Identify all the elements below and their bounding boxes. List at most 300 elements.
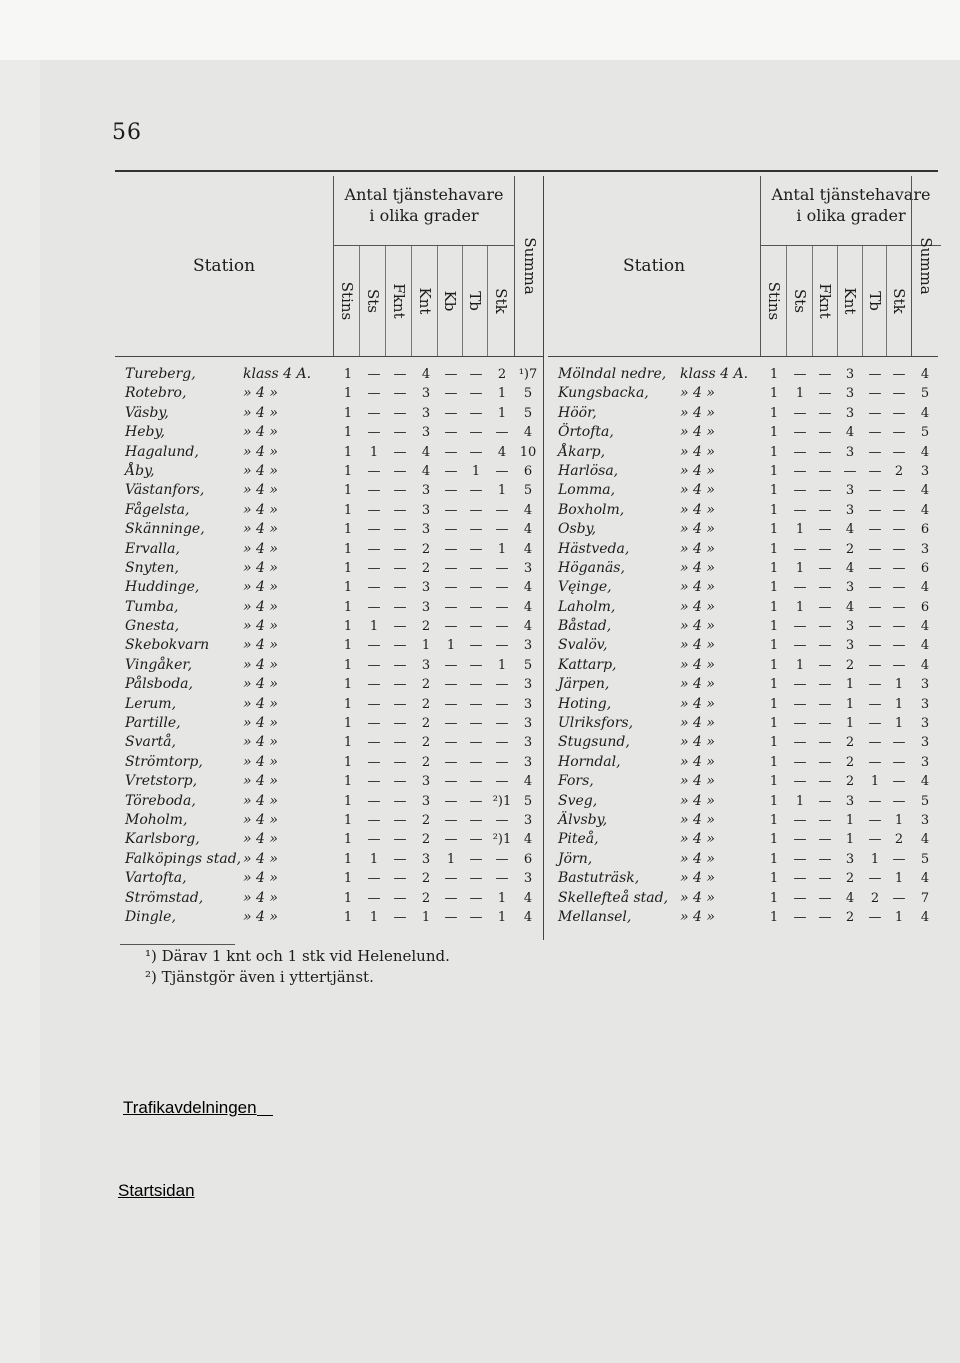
grade-count-sts: — <box>367 774 381 790</box>
grade-count-tb: — <box>868 871 882 887</box>
grade-count-stins: 1 <box>769 405 779 421</box>
grade-count-knt: 1 <box>421 909 431 925</box>
grade-count-sts: — <box>367 657 381 673</box>
grade-count-tb: 1 <box>471 463 481 479</box>
grade-count-stins: 1 <box>343 541 353 557</box>
row-sum: 4 <box>523 832 533 848</box>
station-name: Ulriksfors, <box>558 715 634 732</box>
station-name: Tumba, <box>125 598 179 615</box>
table-row <box>115 714 543 733</box>
station-name: Dingle, <box>125 908 176 925</box>
grade-count-fknt: — <box>393 657 407 673</box>
table-row <box>548 578 938 597</box>
row-sum: 4 <box>920 502 930 518</box>
station-name: Harlösa, <box>558 462 619 479</box>
grade-count-knt: 2 <box>421 871 431 887</box>
station-name: Boxholm, <box>558 501 625 518</box>
grade-count-stins: 1 <box>343 444 353 460</box>
row-sum: 4 <box>920 638 930 654</box>
grade-count-fknt: — <box>393 696 407 712</box>
row-sum: 4 <box>523 522 533 538</box>
grade-count-tb: — <box>868 425 882 441</box>
grade-count-stins: 1 <box>343 696 353 712</box>
station-name: Skänninge, <box>125 521 205 538</box>
row-sum: 4 <box>920 871 930 887</box>
grade-count-sts: — <box>367 871 381 887</box>
table-row <box>548 753 938 772</box>
grade-count-tb: — <box>469 405 483 421</box>
grade-count-kb: — <box>444 541 458 557</box>
grade-count-sts: — <box>367 735 381 751</box>
grade-count-stins: 1 <box>769 754 779 770</box>
row-sum: 4 <box>920 444 930 460</box>
grade-count-kb: — <box>444 502 458 518</box>
grade-count-stk: — <box>892 754 906 770</box>
grade-count-fknt: — <box>393 754 407 770</box>
grade-count-stins: 1 <box>769 502 779 518</box>
table-row <box>548 772 938 791</box>
grade-count-sts: — <box>367 502 381 518</box>
grade-count-tb: — <box>868 386 882 402</box>
grade-count-sts: — <box>793 677 807 693</box>
row-sum: 5 <box>920 851 930 867</box>
row-sum: 6 <box>920 522 930 538</box>
station-class: » 4 » <box>680 618 715 635</box>
grade-count-sts: — <box>367 483 381 499</box>
table-row <box>115 443 543 462</box>
grade-count-stk: 2 <box>894 463 904 479</box>
station-class: » 4 » <box>243 540 278 557</box>
grade-count-tb: — <box>469 716 483 732</box>
grade-count-knt: 2 <box>421 677 431 693</box>
grade-count-sts: — <box>793 890 807 906</box>
grade-count-knt: 1 <box>845 812 855 828</box>
grade-count-kb: — <box>444 444 458 460</box>
sum-column-header: Summa <box>911 176 939 356</box>
grade-count-knt: 2 <box>845 657 855 673</box>
grade-count-sts: — <box>367 638 381 654</box>
grade-count-tb: — <box>469 483 483 499</box>
table-row <box>548 540 938 559</box>
grade-count-knt: 3 <box>845 793 855 809</box>
row-sum: 3 <box>920 812 930 828</box>
table-row <box>115 811 543 830</box>
header-rule <box>548 356 938 357</box>
grade-count-fknt: — <box>818 560 832 576</box>
grade-count-knt: 4 <box>421 444 431 460</box>
grade-count-fknt: — <box>818 677 832 693</box>
table-row <box>548 365 938 384</box>
station-class: » 4 » <box>243 734 278 751</box>
grade-count-knt: 2 <box>421 735 431 751</box>
station-name: Fors, <box>558 773 594 790</box>
table-row <box>115 753 543 772</box>
grade-count-stins: 1 <box>343 754 353 770</box>
grade-count-knt: 2 <box>845 735 855 751</box>
grade-count-stins: 1 <box>343 735 353 751</box>
grade-count-fknt: — <box>818 754 832 770</box>
grade-count-stins: 1 <box>769 386 779 402</box>
table-row <box>548 850 938 869</box>
grade-count-sts: 1 <box>795 793 805 809</box>
grade-count-fknt: — <box>818 502 832 518</box>
grade-count-stk: ²)1 <box>492 793 512 809</box>
station-class: » 4 » <box>680 715 715 732</box>
grade-count-fknt: — <box>393 386 407 402</box>
grade-count-knt: 3 <box>421 580 431 596</box>
grade-count-fknt: — <box>818 696 832 712</box>
grade-count-tb: — <box>469 502 483 518</box>
grade-count-knt: 3 <box>845 580 855 596</box>
grade-count-sts: — <box>367 405 381 421</box>
table-row <box>115 520 543 539</box>
grade-count-stins: 1 <box>769 696 779 712</box>
grade-count-stk: — <box>892 541 906 557</box>
grade-count-stk: 1 <box>497 483 507 499</box>
station-class: » 4 » <box>243 656 278 673</box>
grade-count-sts: 1 <box>795 522 805 538</box>
station-name: Mellansel, <box>558 908 632 925</box>
station-class: klass 4 A. <box>680 366 749 382</box>
grade-count-fknt: — <box>393 735 407 751</box>
grade-count-stk: — <box>495 619 509 635</box>
table-row <box>548 675 938 694</box>
station-class: » 4 » <box>243 424 278 441</box>
row-sum: 3 <box>523 677 533 693</box>
grade-count-knt: 2 <box>845 774 855 790</box>
grade-count-fknt: — <box>818 367 832 382</box>
grade-count-kb: — <box>444 832 458 848</box>
grade-count-knt: 2 <box>845 871 855 887</box>
table-row <box>548 559 938 578</box>
grade-count-stins: 1 <box>769 444 779 460</box>
grade-count-fknt: — <box>818 444 832 460</box>
grade-count-stk: 1 <box>894 812 904 828</box>
grade-count-sts: — <box>793 754 807 770</box>
grade-count-kb: — <box>444 677 458 693</box>
row-sum: 3 <box>920 735 930 751</box>
grades-group-header: Antal tjänstehavare i olika grader <box>761 176 941 246</box>
table-row <box>115 733 543 752</box>
station-name: Skellefteå stad, <box>558 889 669 906</box>
station-name: Väsby, <box>125 404 169 421</box>
grade-count-stk: — <box>495 716 509 732</box>
footnote-1: ¹) Därav 1 knt och 1 stk vid Helenelund. <box>145 947 450 965</box>
table-row <box>115 695 543 714</box>
grade-count-stk: — <box>495 463 509 479</box>
station-name: Strömstad, <box>125 889 204 906</box>
grade-count-kb: — <box>444 774 458 790</box>
grade-count-stk: — <box>495 425 509 441</box>
grade-count-fknt: — <box>393 812 407 828</box>
grade-count-stins: 1 <box>769 463 779 479</box>
grade-count-sts: — <box>793 735 807 751</box>
grade-count-tb: — <box>868 560 882 576</box>
station-name: Åby, <box>125 462 155 479</box>
table-row <box>115 617 543 636</box>
grade-count-stins: 1 <box>769 580 779 596</box>
grade-count-stk: — <box>495 812 509 828</box>
station-class: » 4 » <box>680 656 715 673</box>
grade-count-fknt: — <box>818 871 832 887</box>
station-class: » 4 » <box>243 462 278 479</box>
startsidan-link[interactable]: Startsidan <box>118 1181 195 1200</box>
grade-count-tb: — <box>469 367 483 382</box>
row-sum: 3 <box>523 812 533 828</box>
grade-count-knt: 3 <box>421 483 431 499</box>
grade-count-sts: — <box>367 812 381 828</box>
grade-count-sts: — <box>793 502 807 518</box>
station-table-right <box>548 176 938 940</box>
grade-count-knt: 2 <box>421 560 431 576</box>
grade-count-kb: — <box>444 754 458 770</box>
grade-count-sts: — <box>793 871 807 887</box>
station-class: » 4 » <box>680 831 715 848</box>
grade-count-tb: — <box>469 677 483 693</box>
grade-count-stins: 1 <box>343 619 353 635</box>
grade-count-stk: — <box>892 774 906 790</box>
grade-count-stk: — <box>892 890 906 906</box>
station-name: Rotebro, <box>125 385 187 402</box>
station-class: » 4 » <box>680 811 715 828</box>
station-name: Heby, <box>125 424 165 441</box>
table-row <box>115 675 543 694</box>
grade-count-fknt: — <box>818 890 832 906</box>
grade-count-tb: — <box>868 405 882 421</box>
station-class: » 4 » <box>680 462 715 479</box>
grade-count-kb: — <box>444 405 458 421</box>
station-name: Svartå, <box>125 734 176 751</box>
station-class: » 4 » <box>243 773 278 790</box>
station-name: Västanfors, <box>125 482 205 499</box>
grade-count-fknt: — <box>393 716 407 732</box>
station-name: Jörn, <box>558 850 593 867</box>
grade-count-fknt: — <box>393 580 407 596</box>
grade-count-stk: — <box>495 696 509 712</box>
grade-count-stins: 1 <box>769 657 779 673</box>
row-sum: 5 <box>523 657 533 673</box>
row-sum: 3 <box>523 735 533 751</box>
grade-count-fknt: — <box>393 425 407 441</box>
sum-column-header: Summa <box>514 176 544 356</box>
grade-count-tb: — <box>868 599 882 615</box>
grade-count-fknt: — <box>818 793 832 809</box>
grade-count-sts: — <box>793 696 807 712</box>
grade-count-stins: 1 <box>769 425 779 441</box>
station-name: Ervalla, <box>125 540 180 557</box>
grade-count-fknt: — <box>818 909 832 925</box>
grade-count-fknt: — <box>393 560 407 576</box>
station-class: » 4 » <box>243 695 278 712</box>
trafikavdelningen-link[interactable]: Trafikavdelningen <box>123 1098 273 1118</box>
row-sum: 4 <box>523 425 533 441</box>
grade-count-stins: 1 <box>343 638 353 654</box>
grade-count-knt: 3 <box>421 657 431 673</box>
station-class: » 4 » <box>243 501 278 518</box>
station-class: » 4 » <box>243 831 278 848</box>
grade-count-kb: — <box>444 425 458 441</box>
grade-count-fknt: — <box>393 522 407 538</box>
table-row <box>115 889 543 908</box>
row-sum: 6 <box>523 463 533 479</box>
station-class: » 4 » <box>680 676 715 693</box>
table-row <box>548 869 938 888</box>
grade-header-tb: Tb <box>463 246 488 356</box>
grade-count-knt: 1 <box>845 716 855 732</box>
grade-count-tb: — <box>868 716 882 732</box>
grade-count-tb: — <box>469 619 483 635</box>
scan-top-margin <box>0 0 960 60</box>
grade-count-tb: — <box>469 851 483 867</box>
grade-count-stins: 1 <box>343 851 353 867</box>
grade-count-knt: 3 <box>845 367 855 382</box>
grade-count-fknt: — <box>393 793 407 809</box>
header-rule <box>115 356 543 357</box>
table-row <box>115 540 543 559</box>
grade-count-stk: 2 <box>894 832 904 848</box>
station-name: Älvsby, <box>558 811 608 828</box>
grade-count-fknt: — <box>818 386 832 402</box>
grade-count-kb: 1 <box>446 638 456 654</box>
grade-count-sts: 1 <box>369 619 379 635</box>
table-row <box>115 830 543 849</box>
grade-count-tb: — <box>469 425 483 441</box>
station-name: Vingåker, <box>125 656 193 673</box>
grade-count-fknt: — <box>818 716 832 732</box>
grade-count-stk: — <box>892 502 906 518</box>
grade-count-stk: — <box>495 502 509 518</box>
grade-count-knt: 4 <box>845 425 855 441</box>
row-sum: 5 <box>523 793 533 809</box>
station-name: Skebokvarn <box>125 637 210 654</box>
row-sum: 3 <box>523 638 533 654</box>
grade-count-sts: — <box>793 832 807 848</box>
grade-count-sts: — <box>367 599 381 615</box>
grade-count-fknt: — <box>393 463 407 479</box>
table-row <box>115 869 543 888</box>
station-name: Lomma, <box>558 482 616 499</box>
grade-count-stins: 1 <box>343 832 353 848</box>
table-row <box>115 772 543 791</box>
row-sum: 3 <box>523 754 533 770</box>
station-name: Strömtorp, <box>125 753 203 770</box>
station-table-left <box>115 176 544 940</box>
station-class: » 4 » <box>680 579 715 596</box>
grade-count-stins: 1 <box>343 367 353 382</box>
table-row <box>548 830 938 849</box>
station-name: Vretstorp, <box>125 773 198 790</box>
table-row <box>548 636 938 655</box>
grade-count-stk: — <box>892 735 906 751</box>
grade-count-kb: — <box>444 599 458 615</box>
station-name: Hästveda, <box>558 540 630 557</box>
grade-header-stk: Stk <box>890 288 908 314</box>
grade-count-stk: — <box>892 522 906 538</box>
grade-count-knt: 2 <box>845 754 855 770</box>
grade-count-sts: — <box>367 386 381 402</box>
grade-count-fknt: — <box>818 735 832 751</box>
grade-count-tb: — <box>469 541 483 557</box>
grade-count-stk: — <box>495 754 509 770</box>
grade-count-tb: 1 <box>870 851 880 867</box>
grade-count-stins: 1 <box>769 774 779 790</box>
grade-count-tb: — <box>868 812 882 828</box>
station-class: » 4 » <box>243 618 278 635</box>
grade-count-sts: — <box>793 716 807 732</box>
grade-count-fknt: — <box>818 541 832 557</box>
table-row <box>115 908 543 927</box>
grade-count-sts: — <box>793 812 807 828</box>
grade-count-stk: — <box>495 851 509 867</box>
grade-count-fknt: — <box>818 774 832 790</box>
grade-count-stins: 1 <box>769 851 779 867</box>
grade-count-knt: 3 <box>845 638 855 654</box>
grade-count-tb: — <box>469 735 483 751</box>
grade-count-sts: 1 <box>369 909 379 925</box>
grade-count-tb: 1 <box>870 774 880 790</box>
station-name: Kattarp, <box>558 656 617 673</box>
grade-count-stk: — <box>892 619 906 635</box>
table-row <box>548 889 938 908</box>
station-class: » 4 » <box>243 482 278 499</box>
grade-count-fknt: — <box>393 483 407 499</box>
grade-count-fknt: — <box>818 638 832 654</box>
grade-count-stins: 1 <box>769 793 779 809</box>
grade-count-stins: 1 <box>769 735 779 751</box>
grade-count-knt: 3 <box>845 483 855 499</box>
grade-count-knt: 1 <box>845 832 855 848</box>
grade-count-stk: — <box>495 677 509 693</box>
station-name: Partille, <box>125 715 181 732</box>
grade-count-stins: 1 <box>769 812 779 828</box>
row-sum: 5 <box>523 483 533 499</box>
grade-count-knt: 4 <box>845 560 855 576</box>
grade-count-tb: — <box>469 522 483 538</box>
station-name: Vartofta, <box>125 870 187 887</box>
grade-count-sts: — <box>367 580 381 596</box>
row-sum: 3 <box>523 696 533 712</box>
row-sum: 4 <box>523 619 533 635</box>
grade-count-sts: — <box>793 909 807 925</box>
grade-count-sts: — <box>367 367 381 382</box>
grade-count-tb: — <box>868 367 882 382</box>
grade-count-tb: — <box>469 599 483 615</box>
grade-count-stins: 1 <box>343 716 353 732</box>
row-sum: 4 <box>523 502 533 518</box>
grade-count-stins: 1 <box>769 599 779 615</box>
station-class: » 4 » <box>680 695 715 712</box>
grade-header-knt: Knt <box>412 246 438 356</box>
table-row <box>548 908 938 927</box>
grade-count-fknt: — <box>818 580 832 596</box>
station-class: » 4 » <box>243 521 278 538</box>
grade-count-knt: 2 <box>421 619 431 635</box>
grade-count-stins: 1 <box>343 909 353 925</box>
grade-count-stk: — <box>495 522 509 538</box>
table-row <box>548 733 938 752</box>
station-name: Töreboda, <box>125 792 196 809</box>
grade-count-fknt: — <box>393 832 407 848</box>
grade-count-stins: 1 <box>769 638 779 654</box>
grade-count-fknt: — <box>818 599 832 615</box>
row-sum: 3 <box>920 696 930 712</box>
grade-count-knt: 4 <box>421 367 431 382</box>
grade-count-sts: — <box>793 425 807 441</box>
row-sum: 4 <box>523 541 533 557</box>
row-sum: 5 <box>920 793 930 809</box>
grade-count-knt: 3 <box>421 386 431 402</box>
station-name: Piteå, <box>558 831 599 848</box>
